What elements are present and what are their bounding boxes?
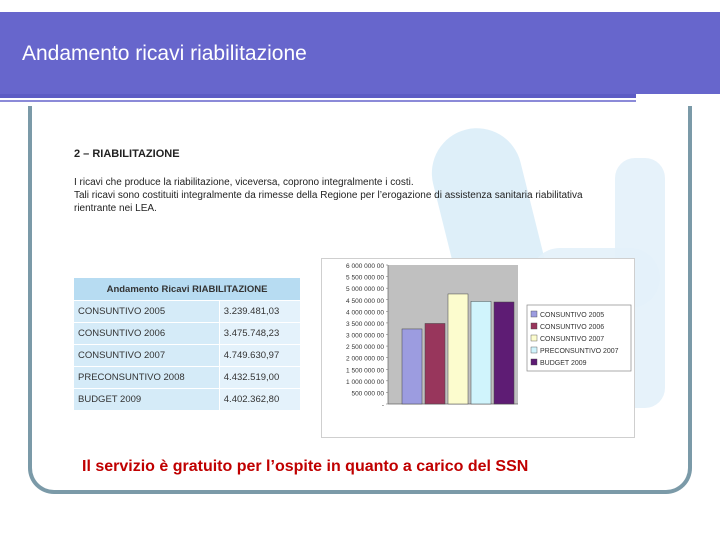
row-value: 4.402.362,80 [219, 389, 300, 411]
y-tick-label: - [381, 402, 384, 409]
revenue-bar-chart [321, 258, 635, 438]
row-label: CONSUNTIVO 2007 [74, 345, 219, 367]
y-tick-label: 4 500 000 00 [346, 297, 384, 305]
legend-label: CONSUNTIVO 2005 [540, 312, 605, 319]
chart-bar [402, 329, 422, 404]
legend-label: BUDGET 2009 [540, 360, 587, 367]
chart-bar [448, 294, 468, 404]
chart-canvas [322, 259, 634, 437]
title-underline [0, 94, 636, 98]
legend-swatch [531, 359, 537, 365]
y-tick-label: 2 000 000 00 [346, 355, 384, 363]
table-row [74, 345, 300, 367]
table-header: Andamento Ricavi RIABILITAZIONE [74, 278, 300, 301]
paragraph-line: rientrante nei LEA. [74, 203, 157, 214]
y-tick-label: 3 500 000 00 [346, 320, 384, 328]
title-bar-corner [692, 12, 720, 94]
scanned-document [60, 118, 672, 446]
table-row [74, 367, 300, 389]
paragraph-line: I ricavi che produce la riabilitazione, viceversa, coprono integralmente i costi. [74, 177, 414, 188]
table-row [74, 301, 300, 323]
y-tick-label: 5 000 000 00 [346, 286, 384, 294]
legend-swatch [531, 311, 537, 317]
row-value: 3.239.481,03 [219, 301, 300, 323]
paragraph-line: Tali ricavi sono costituiti integralmente da rimesse della Regione per l’erogazione di assistenza sanitaria riabilitativa [74, 190, 583, 201]
legend-label: CONSUNTIVO 2007 [540, 336, 605, 343]
row-label: CONSUNTIVO 2006 [74, 323, 219, 345]
y-tick-label: 6 000 000 00 [346, 263, 384, 270]
legend-swatch [531, 347, 537, 353]
y-tick-label: 500 000 00 [351, 390, 384, 398]
row-value: 4.432.519,00 [219, 367, 300, 389]
y-tick-label: 4 000 000 00 [346, 309, 384, 317]
table-row [74, 323, 300, 345]
row-label: CONSUNTIVO 2005 [74, 301, 219, 323]
legend-swatch [531, 323, 537, 329]
y-tick-label: 1 000 000 00 [346, 378, 384, 386]
row-label: PRECONSUNTIVO 2008 [74, 367, 219, 389]
row-label: BUDGET 2009 [74, 389, 219, 411]
chart-bar [471, 301, 491, 404]
legend-label: PRECONSUNTIVO 2007 [540, 348, 619, 355]
legend-swatch [531, 335, 537, 341]
y-tick-label: 5 500 000 00 [346, 274, 384, 282]
slide-title-bar [0, 12, 720, 94]
y-tick-label: 1 500 000 00 [346, 367, 384, 375]
row-value: 3.475.748,23 [219, 323, 300, 345]
chart-bar [494, 302, 514, 404]
title-underline-thin [0, 100, 636, 102]
slide-title: Andamento ricavi riabilitazione [22, 42, 307, 65]
ricavi-table [74, 278, 300, 411]
chart-bar [425, 323, 445, 404]
footer-note: Il servizio è gratuito per l’ospite in quanto a carico del SSN [82, 458, 529, 475]
row-value: 4.749.630,97 [219, 345, 300, 367]
y-tick-label: 3 000 000 00 [346, 332, 384, 340]
section-heading: 2 – RIABILITAZIONE [74, 148, 180, 160]
table-row [74, 389, 300, 411]
y-tick-label: 2 500 000 00 [346, 344, 384, 352]
legend-label: CONSUNTIVO 2006 [540, 324, 605, 331]
